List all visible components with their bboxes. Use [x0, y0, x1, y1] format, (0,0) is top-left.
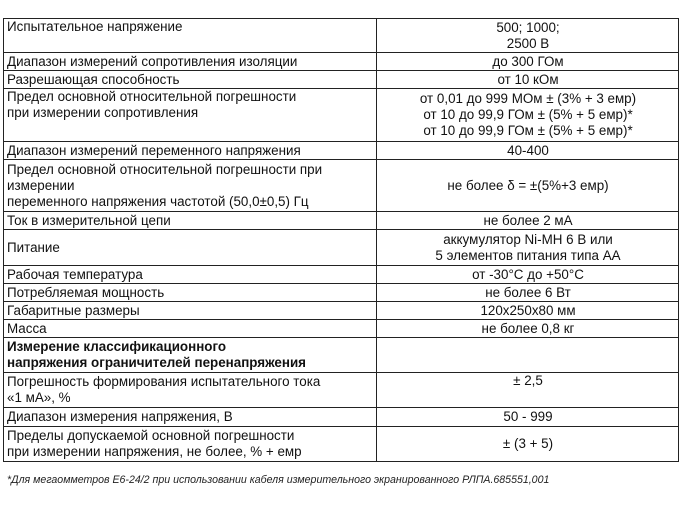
table-row	[4, 19, 679, 53]
row-label: Масса	[4, 320, 377, 338]
section-empty-cell	[377, 338, 679, 373]
row-label: Диапазон измерений переменного напряжения	[4, 142, 377, 160]
table-row	[4, 71, 679, 89]
row-value: 120x250x80 мм	[377, 302, 679, 320]
row-value: не более δ = ±(5%+3 емр)	[377, 160, 679, 212]
table-row	[4, 427, 679, 462]
row-label: Габаритные размеры	[4, 302, 377, 320]
table-row	[4, 408, 679, 427]
table-row	[4, 284, 679, 302]
row-label: Рабочая температура	[4, 266, 377, 284]
row-value: от -30°С до +50°С	[377, 266, 679, 284]
row-label: Пределы допускаемой основной погрешности при измерении напряжения, не более, % + емр	[4, 427, 377, 462]
row-value: аккумулятор Ni-MH 6 В или 5 элементов питания типа АА	[377, 230, 679, 266]
table-row	[4, 320, 679, 338]
row-label: Потребляемая мощность	[4, 284, 377, 302]
row-value: не более 0,8 кг	[377, 320, 679, 338]
row-value: 40-400	[377, 142, 679, 160]
row-label: Предел основной относительной погрешности при измерении сопротивления	[4, 89, 377, 142]
table-row	[4, 266, 679, 284]
row-label: Диапазон измерения напряжения, В	[4, 408, 377, 427]
row-value: до 300 ГОм	[377, 53, 679, 71]
table-row	[4, 373, 679, 408]
row-label: Предел основной относительной погрешности при измерении переменного напряжения частотой (50,0±0,5) Гц	[4, 160, 377, 212]
row-label: Разрешающая способность	[4, 71, 377, 89]
section-header-row	[4, 338, 679, 373]
row-value: ± 2,5	[377, 373, 679, 408]
footnote: *Для мегаомметров Е6-24/2 при использовании кабеля измерительного экранированного РЛПА.685551,001	[7, 474, 550, 486]
table-row	[4, 230, 679, 266]
table-row	[4, 142, 679, 160]
row-label: Испытательное напряжение	[4, 19, 377, 53]
table-row	[4, 53, 679, 71]
table-row	[4, 160, 679, 212]
row-value: не более 6 Вт	[377, 284, 679, 302]
row-value: ± (3 + 5)	[377, 427, 679, 462]
row-label: Погрешность формирования испытательного тока «1 мА», %	[4, 373, 377, 408]
row-value: не более 2 мА	[377, 212, 679, 230]
section-title: Измерение классификационного напряжения ограничителей перенапряжения	[4, 338, 377, 373]
table-row	[4, 89, 679, 142]
row-value: 500; 1000; 2500 В	[377, 19, 679, 53]
row-label: Ток в измерительной цепи	[4, 212, 377, 230]
row-label: Диапазон измерений сопротивления изоляции	[4, 53, 377, 71]
table-row	[4, 212, 679, 230]
specifications-table	[3, 18, 679, 462]
row-value: от 10 кОм	[377, 71, 679, 89]
row-label: Питание	[4, 230, 377, 266]
row-value: 50 - 999	[377, 408, 679, 427]
row-value: от 0,01 до 999 МОм ± (3% + 3 емр) от 10 до 99,9 ГОм ± (5% + 5 емр)* от 10 до 99,9 ГОм ± (5% + 5 емр)*	[377, 89, 679, 142]
table-row	[4, 302, 679, 320]
